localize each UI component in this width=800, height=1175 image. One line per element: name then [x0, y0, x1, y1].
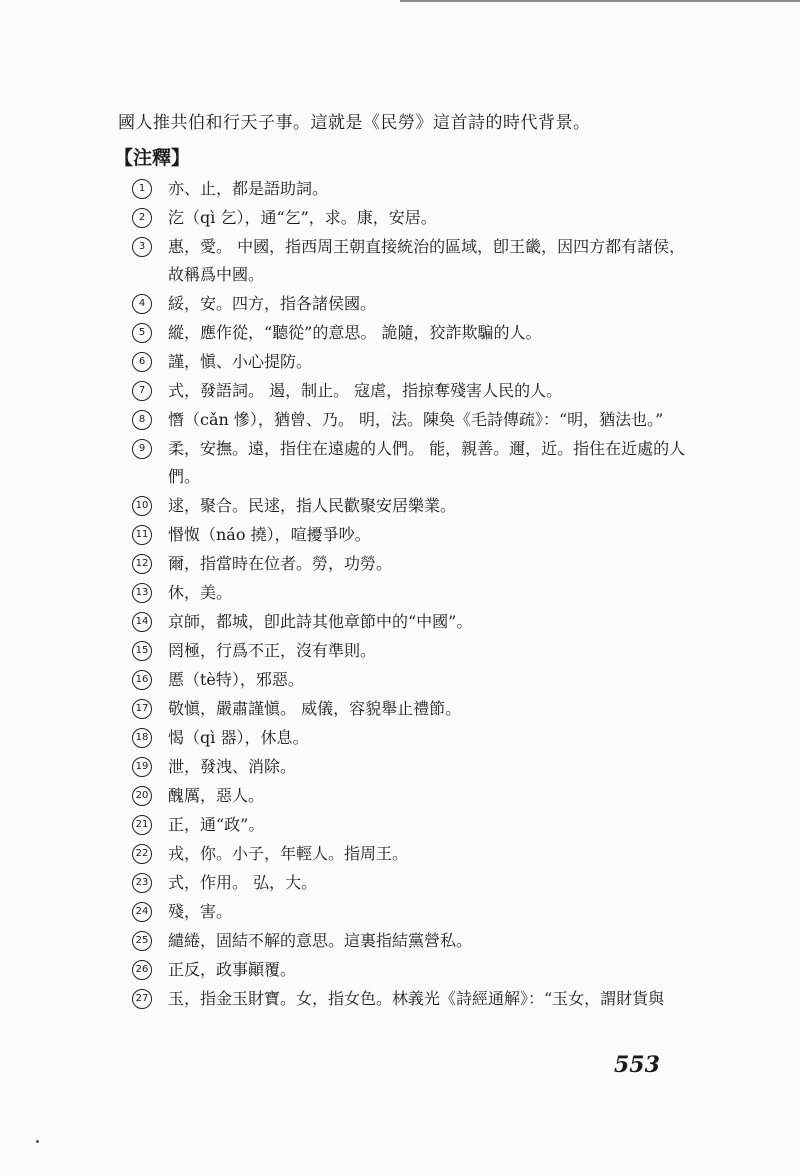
note-text: 敬愼，嚴肅謹愼。 威儀，容貌舉止禮節。 — [168, 699, 462, 718]
note-number-circle: 14 — [132, 612, 152, 632]
note-text: 逑，聚合。民逑，指人民歡聚安居樂業。 — [168, 496, 457, 515]
note-number-circle: 23 — [132, 873, 152, 893]
note-text: 式，發語詞。 遏，制止。 寇虐，指掠奪殘害人民的人。 — [168, 381, 563, 400]
note-number-circle: 6 — [132, 352, 152, 372]
note-text: 縱，應作從，“聽從”的意思。 詭隨，狡詐欺騙的人。 — [168, 323, 542, 342]
note-text: 京師，都城，卽此詩其他章節中的“中國”。 — [168, 612, 473, 631]
note-item — [132, 927, 692, 955]
note-text: 醜厲，惡人。 — [168, 786, 265, 805]
note-number-circle: 24 — [132, 902, 152, 922]
note-number-circle: 18 — [132, 728, 152, 748]
note-number-circle: 11 — [132, 525, 152, 545]
note-text: 惽怓（náo 撓），喧擾爭吵。 — [168, 525, 371, 544]
section-heading: 【注釋】 — [114, 147, 191, 169]
note-text: 慝（tè特），邪惡。 — [168, 670, 304, 689]
note-text: 爾，指當時在位者。勞，功勞。 — [168, 554, 393, 573]
note-text: 汔（qì 乞），通“乞”，求。康，安居。 — [168, 208, 437, 227]
note-number-circle: 16 — [132, 670, 152, 690]
note-number-circle: 2 — [132, 208, 152, 228]
note-item — [132, 666, 692, 694]
note-number-circle: 1 — [132, 179, 152, 199]
note-item — [132, 290, 692, 318]
note-number-circle: 20 — [132, 786, 152, 806]
note-number-circle: 8 — [132, 410, 152, 430]
note-text: 休，美。 — [168, 583, 233, 602]
note-item — [132, 724, 692, 752]
note-number-circle: 7 — [132, 381, 152, 401]
note-text: 繾綣，固結不解的意思。這裏指結黨營私。 — [168, 931, 473, 950]
note-item — [132, 175, 692, 203]
note-text: 殘，害。 — [168, 902, 233, 921]
note-number-circle: 9 — [132, 439, 152, 459]
note-number-circle: 19 — [132, 757, 152, 777]
note-text: 戎，你。小子，年輕人。指周王。 — [168, 844, 409, 863]
note-number-circle: 27 — [132, 989, 152, 1009]
note-text: 憯（cǎn 慘），猶曾、乃。 明，法。陳奐《毛詩傳疏》：“明，猶法也。” — [168, 410, 664, 429]
note-text: 正，通“政”。 — [168, 815, 265, 834]
note-item — [132, 869, 692, 897]
note-item — [132, 492, 692, 520]
note-text: 謹，愼、小心提防。 — [168, 352, 313, 371]
note-number-circle: 17 — [132, 699, 152, 719]
note-text: 亦、止，都是語助詞。 — [168, 179, 329, 198]
note-text: 正反，政事顚覆。 — [168, 960, 297, 979]
note-item — [132, 956, 692, 984]
note-text: 式，作用。 弘，大。 — [168, 873, 318, 892]
note-text: 泄，發洩、消除。 — [168, 757, 297, 776]
note-item — [132, 840, 692, 868]
note-item — [132, 435, 692, 491]
note-number-circle: 21 — [132, 815, 152, 835]
note-item — [132, 608, 692, 636]
note-item — [132, 319, 692, 347]
note-item — [132, 695, 692, 723]
note-number-circle: 4 — [132, 294, 152, 314]
note-item — [132, 811, 692, 839]
note-text: 愒（qì 器），休息。 — [168, 728, 309, 747]
note-text: 罔極，行爲不正，沒有準則。 — [168, 641, 377, 660]
note-item — [132, 782, 692, 810]
note-item — [132, 406, 692, 434]
note-text: 惠，愛。 中國，指西周王朝直接統治的區域，卽王畿，因四方都有諸侯，故稱爲中國。 — [168, 237, 686, 284]
note-number-circle: 13 — [132, 583, 152, 603]
note-number-circle: 5 — [132, 323, 152, 343]
note-item — [132, 550, 692, 578]
scan-speck — [36, 1140, 39, 1143]
page-number: 553 — [614, 1052, 660, 1078]
note-item — [132, 204, 692, 232]
note-number-circle: 12 — [132, 554, 152, 574]
note-number-circle: 10 — [132, 496, 152, 516]
note-item — [132, 579, 692, 607]
note-item — [132, 377, 692, 405]
note-item — [132, 898, 692, 926]
note-item — [132, 985, 692, 1013]
note-item — [132, 348, 692, 376]
note-number-circle: 26 — [132, 960, 152, 980]
notes-list — [132, 175, 692, 1014]
note-number-circle: 3 — [132, 237, 152, 257]
note-item — [132, 233, 692, 289]
intro-paragraph: 國人推共伯和行天子事。這就是《民勞》這首詩的時代背景。 — [118, 113, 591, 133]
note-number-circle: 15 — [132, 641, 152, 661]
note-item — [132, 637, 692, 665]
note-item — [132, 753, 692, 781]
note-text: 柔，安撫。遠，指住在遠處的人們。 能，親善。邇，近。指住在近處的人們。 — [168, 439, 686, 486]
note-number-circle: 25 — [132, 931, 152, 951]
note-text: 玉，指金玉財寶。女，指女色。林義光《詩經通解》：“玉女，謂財貨與 — [168, 989, 665, 1008]
note-text: 綏，安。四方，指各諸侯國。 — [168, 294, 377, 313]
top-rule-line — [400, 0, 800, 2]
note-item — [132, 521, 692, 549]
note-number-circle: 22 — [132, 844, 152, 864]
